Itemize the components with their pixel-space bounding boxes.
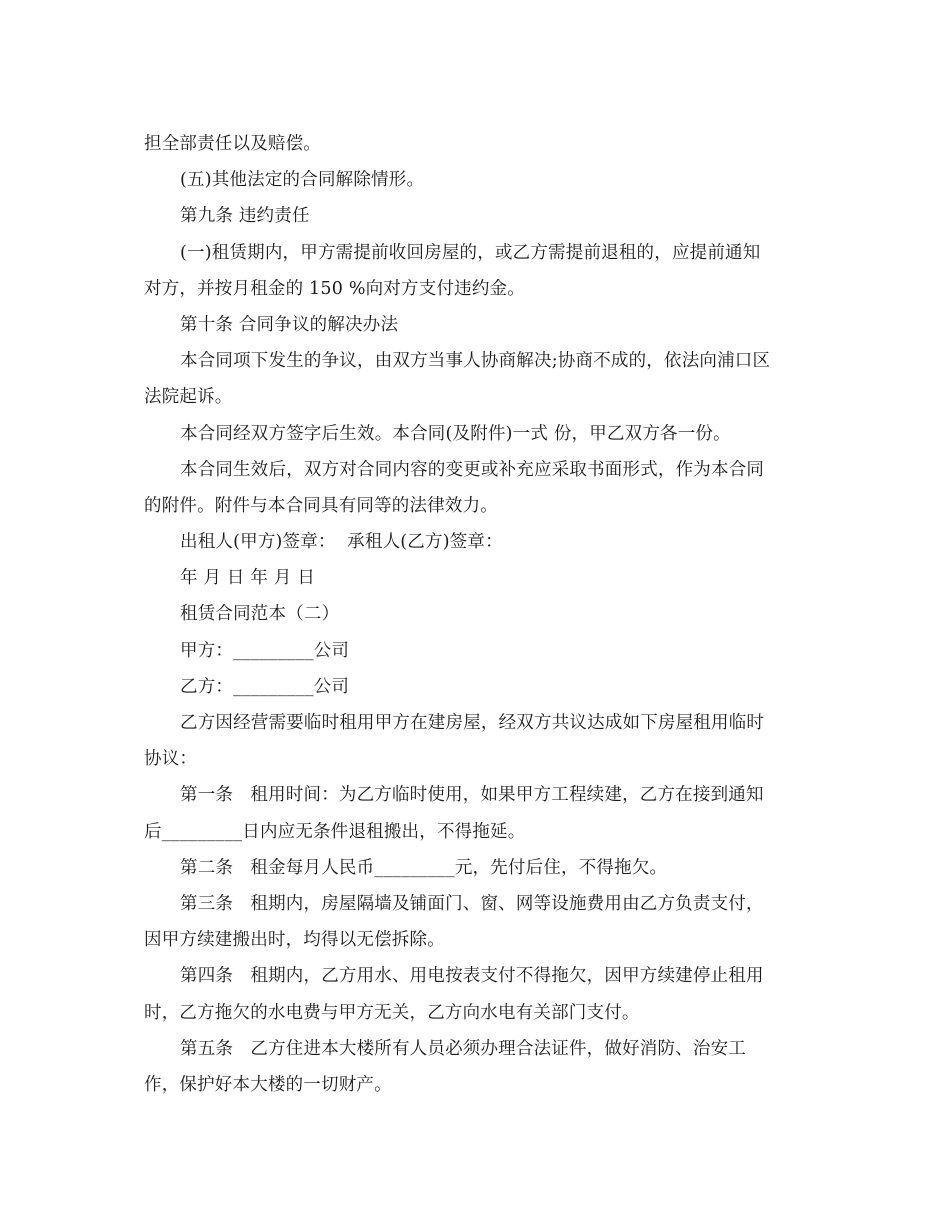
section-heading: 第九条 违约责任 [180,206,310,227]
document-title: 租赁合同范本（二） [180,604,340,625]
text-line: 因甲方续建搬出时，均得以无偿拆除。 [144,930,445,951]
text-line: 协议： [144,749,198,770]
clause-line: 第二条 租金每月人民币_________元，先付后住，不得拖欠。 [180,857,668,878]
text-line: 本合同生效后，双方对合同内容的变更或补充应采取书面形式，作为本合同 [180,459,765,480]
text-line: 的附件。附件与本合同具有同等的法律效力。 [144,495,498,516]
text-line: 作，保护好本大楼的一切财产。 [144,1074,392,1095]
party-a-line: 甲方：_________公司 [180,640,350,661]
text-line: 本合同项下发生的争议，由双方当事人协商解决;协商不成的，依法向浦口区 [180,351,771,372]
clause-line: 第三条 租期内，房屋隔墙及铺面门、窗、网等设施费用由乙方负责支付， [180,893,764,914]
date-line: 年 月 日 年 月 日 [180,568,316,589]
text-line: 法院起诉。 [144,387,233,408]
clause-line: 第一条 租用时间：为乙方临时使用，如果甲方工程续建，乙方在接到通知 [180,785,764,806]
clause-line: 第四条 租期内，乙方用水、用电按表支付不得拖欠，因甲方续建停止租用 [180,966,764,987]
signature-line: 出租人(甲方)签章： 承租人(乙方)签章： [180,532,503,553]
section-heading: 第十条 合同争议的解决办法 [180,314,399,335]
text-line: 乙方因经营需要临时租用甲方在建房屋，经双方共议达成如下房屋租用临时 [180,713,765,733]
document-body [144,126,806,1103]
text-line: 后_________日内应无条件退租搬出，不得拖延。 [144,821,526,842]
text-line: (五)其他法定的合同解除情形。 [180,170,425,191]
clause-line: 第五条 乙方住进本大楼所有人员必须办理合法证件，做好消防、治安工 [180,1038,746,1059]
text-line: 对方，并按月租金的 150 %向对方支付违约金。 [144,278,525,299]
text-line: 担全部责任以及赔偿。 [144,134,321,154]
text-line: 本合同经双方签字后生效。本合同(及附件)一式 份，甲乙双方各一份。 [180,423,731,444]
text-line: (一)租赁期内，甲方需提前收回房屋的，或乙方需提前退租的，应提前通知 [180,242,761,263]
party-b-line: 乙方：_________公司 [180,676,350,697]
text-line: 时，乙方拖欠的水电费与甲方无关，乙方向水电有关部门支付。 [144,1002,640,1023]
